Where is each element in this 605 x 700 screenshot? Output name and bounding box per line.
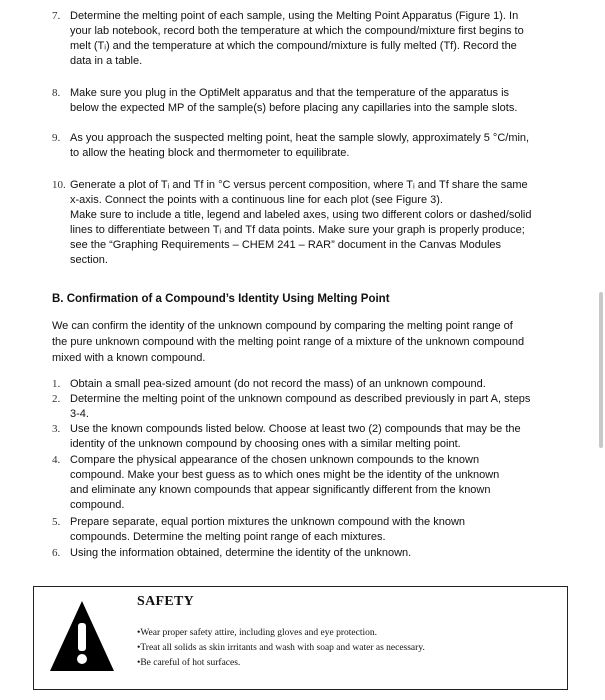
text-line: 3-4. xyxy=(70,408,89,420)
text-line: see the “Graphing Requirements – CHEM 241 – RAR” document in the Canvas Modules xyxy=(70,239,502,251)
text-line: identity of the unknown compound by choosing ones with a similar melting point. xyxy=(70,438,461,450)
safety-title: SAFETY xyxy=(137,594,195,609)
text-line: Determine the melting point of the unknown compound as described previously in part A, steps xyxy=(70,393,531,405)
text-line: compound. xyxy=(70,499,125,511)
step-number: 9. xyxy=(52,132,61,144)
text-line: Generate a plot of Tᵢ and Tf in °C versus percent composition, where Tᵢ and Tf share the same xyxy=(70,179,528,191)
safety-item: •Be careful of hot surfaces. xyxy=(137,658,241,668)
text-line: Make sure to include a title, legend and labeled axes, using two different colors or dashed/solid xyxy=(70,209,532,221)
text-line: compound. Make your best guess as to which ones might be the identity of the unknown xyxy=(70,469,500,481)
text-line: below the expected MP of the sample(s) before placing any capillaries into the sample slots. xyxy=(70,102,518,114)
text-line: Prepare separate, equal portion mixtures the unknown compound with the known xyxy=(70,516,466,528)
section-heading: B. Confirmation of a Compound’s Identity Using Melting Point xyxy=(52,293,390,305)
safety-box xyxy=(33,586,568,690)
text-line: melt (Tᵢ) and the temperature at which the compound/mixture is fully melted (Tf). Record the xyxy=(70,40,517,52)
text-line: mixed with a known compound. xyxy=(52,352,206,364)
text-line: Make sure you plug in the OptiMelt apparatus and that the temperature of the apparatus is xyxy=(70,87,510,99)
text-line: Use the known compounds listed below. Choose at least two (2) compounds that may be the xyxy=(70,423,521,435)
step-number: 2. xyxy=(52,393,61,405)
text-line: the pure unknown compound with the melting point range of a mixture of the unknown compound xyxy=(52,336,525,348)
vertical-scrollbar[interactable] xyxy=(599,292,603,448)
text-line: to allow the heating block and thermometer to equilibrate. xyxy=(70,147,350,159)
text-line: data in a table. xyxy=(70,55,143,67)
step-number: 6. xyxy=(52,547,61,559)
safety-item: •Wear proper safety attire, including gloves and eye protection. xyxy=(137,628,377,638)
safety-item: •Treat all solids as skin irritants and wash with soap and water as necessary. xyxy=(137,643,425,653)
text-line: Obtain a small pea-sized amount (do not record the mass) of an unknown compound. xyxy=(70,378,486,390)
text-line: Determine the melting point of each sample, using the Melting Point Apparatus (Figure 1). In xyxy=(70,10,519,22)
step-number: 10. xyxy=(52,179,66,191)
text-line: Using the information obtained, determine the identity of the unknown. xyxy=(70,547,412,559)
text-line: your lab notebook, record both the temperature at which the compound/mixture first begins to xyxy=(70,25,524,37)
step-number: 8. xyxy=(52,87,61,99)
warning-triangle-icon xyxy=(48,599,116,673)
text-line: and eliminate any known compounds that appear significantly different from the known xyxy=(70,484,491,496)
section-intro xyxy=(52,318,572,366)
step-number: 3. xyxy=(52,423,61,435)
step-number: 5. xyxy=(52,516,61,528)
text-line: compounds. Determine the melting point range of each mixtures. xyxy=(70,531,386,543)
step-number: 4. xyxy=(52,454,61,466)
step-number: 1. xyxy=(52,378,61,390)
step-number: 7. xyxy=(52,10,61,22)
text-line: lines to differentiate between Tᵢ and Tf data points. Make sure your graph is properly produce; xyxy=(70,224,525,236)
text-line: As you approach the suspected melting point, heat the sample slowly, approximately 5 °C/min, xyxy=(70,132,530,144)
text-line: section. xyxy=(70,254,108,266)
text-line: Compare the physical appearance of the chosen unknown compounds to the known xyxy=(70,454,480,466)
text-line: x-axis. Connect the points with a continuous line for each plot (see Figure 3). xyxy=(70,194,443,206)
text-line: We can confirm the identity of the unknown compound by comparing the melting point range of xyxy=(52,320,513,332)
